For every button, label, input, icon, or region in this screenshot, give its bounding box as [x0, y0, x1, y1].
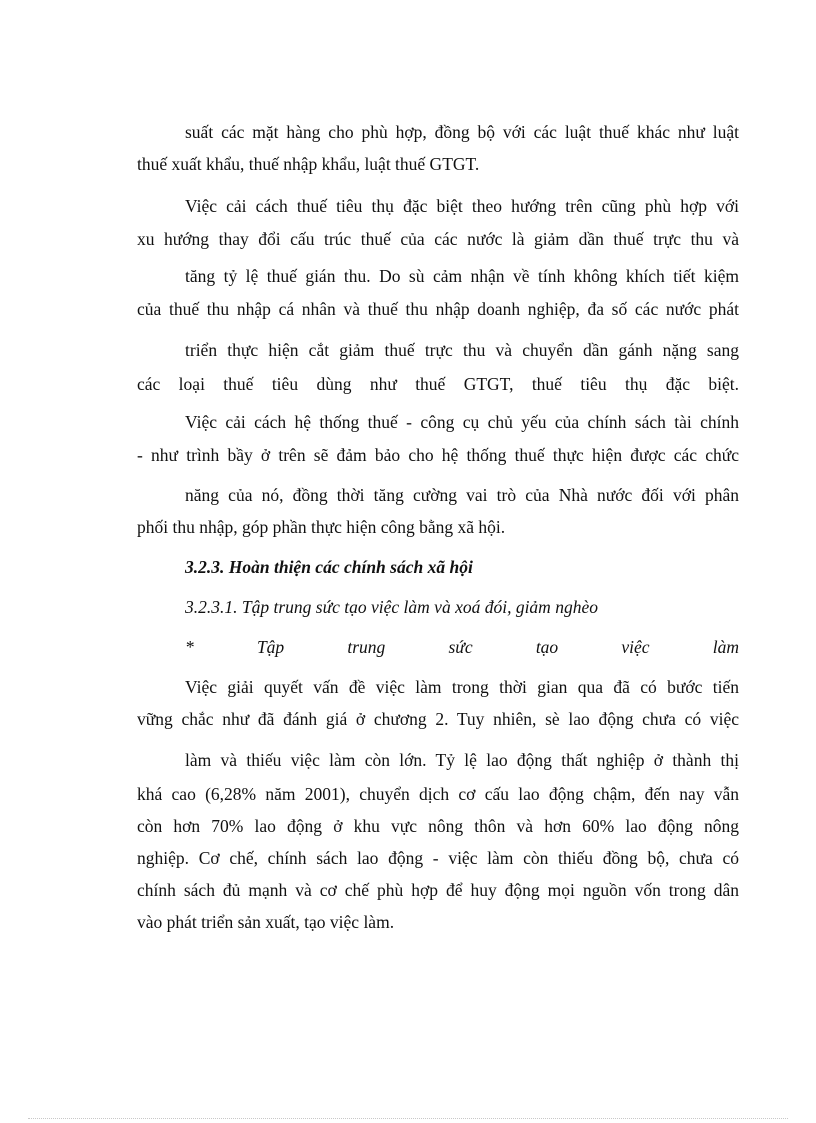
text-line: phối thu nhập, góp phần thực hiện công bằng xã hội.	[137, 517, 506, 537]
text-line: năng của nó, đồng thời tăng cường vai trò của Nhà nước đối với phân	[185, 485, 739, 505]
text-line: chính sách đủ mạnh và cơ chế phù hợp để huy động mọi nguồn vốn trong dân	[137, 880, 739, 900]
text-line: các loại thuế tiêu dùng như thuế GTGT, thuế tiêu thụ đặc biệt.	[137, 374, 739, 394]
text-line: Việc cải cách hệ thống thuế - công cụ chủ yếu của chính sách tài chính	[185, 412, 739, 432]
text-line: xu hướng thay đổi cấu trúc thuế của các nước là giảm dần thuế trực thu và	[137, 229, 739, 249]
text-line: tăng tỷ lệ thuế gián thu. Do sù cảm nhận về tính không khích tiết kiệm	[185, 266, 739, 286]
text-line: làm và thiếu việc làm còn lớn. Tỷ lệ lao động thất nghiệp ở thành thị	[185, 750, 739, 770]
text-line: của thuế thu nhập cá nhân và thuế thu nhập doanh nghiệp, đa số các nước phát	[137, 299, 739, 319]
bullet-heading: * Tập trung sức tạo việc làm	[185, 637, 739, 657]
text-line: suất các mặt hàng cho phù hợp, đồng bộ với các luật thuế khác như luật	[185, 122, 739, 142]
page-bottom-divider	[28, 1118, 788, 1119]
text-line: - như trình bầy ở trên sẽ đảm bảo cho hệ thống thuế thực hiện được các chức	[137, 445, 739, 465]
text-line: khá cao (6,28% năm 2001), chuyển dịch cơ cấu lao động chậm, đến nay vẫn	[137, 784, 739, 804]
text-line: vững chắc như đã đánh giá ở chương 2. Tuy nhiên, sè lao động chưa có việc	[137, 709, 739, 729]
text-line: vào phát triển sản xuất, tạo việc làm.	[137, 912, 395, 932]
section-heading: 3.2.3. Hoàn thiện các chính sách xã hội	[185, 557, 473, 577]
text-line: thuế xuất khẩu, thuế nhập khẩu, luật thuế GTGT.	[137, 154, 480, 174]
subsection-heading: 3.2.3.1. Tập trung sức tạo việc làm và xoá đói, giảm nghèo	[185, 597, 598, 617]
text-line: nghiệp. Cơ chế, chính sách lao động - việc làm còn thiếu đồng bộ, chưa có	[137, 848, 739, 868]
text-line: Việc giải quyết vấn đề việc làm trong thời gian qua đã có bước tiến	[185, 677, 739, 697]
text-line: Việc cải cách thuế tiêu thụ đặc biệt theo hướng trên cũng phù hợp với	[185, 196, 739, 216]
text-line: triển thực hiện cắt giảm thuế trực thu và chuyển dần gánh nặng sang	[185, 340, 739, 360]
text-line: còn hơn 70% lao động ở khu vực nông thôn và hơn 60% lao động nông	[137, 816, 739, 836]
